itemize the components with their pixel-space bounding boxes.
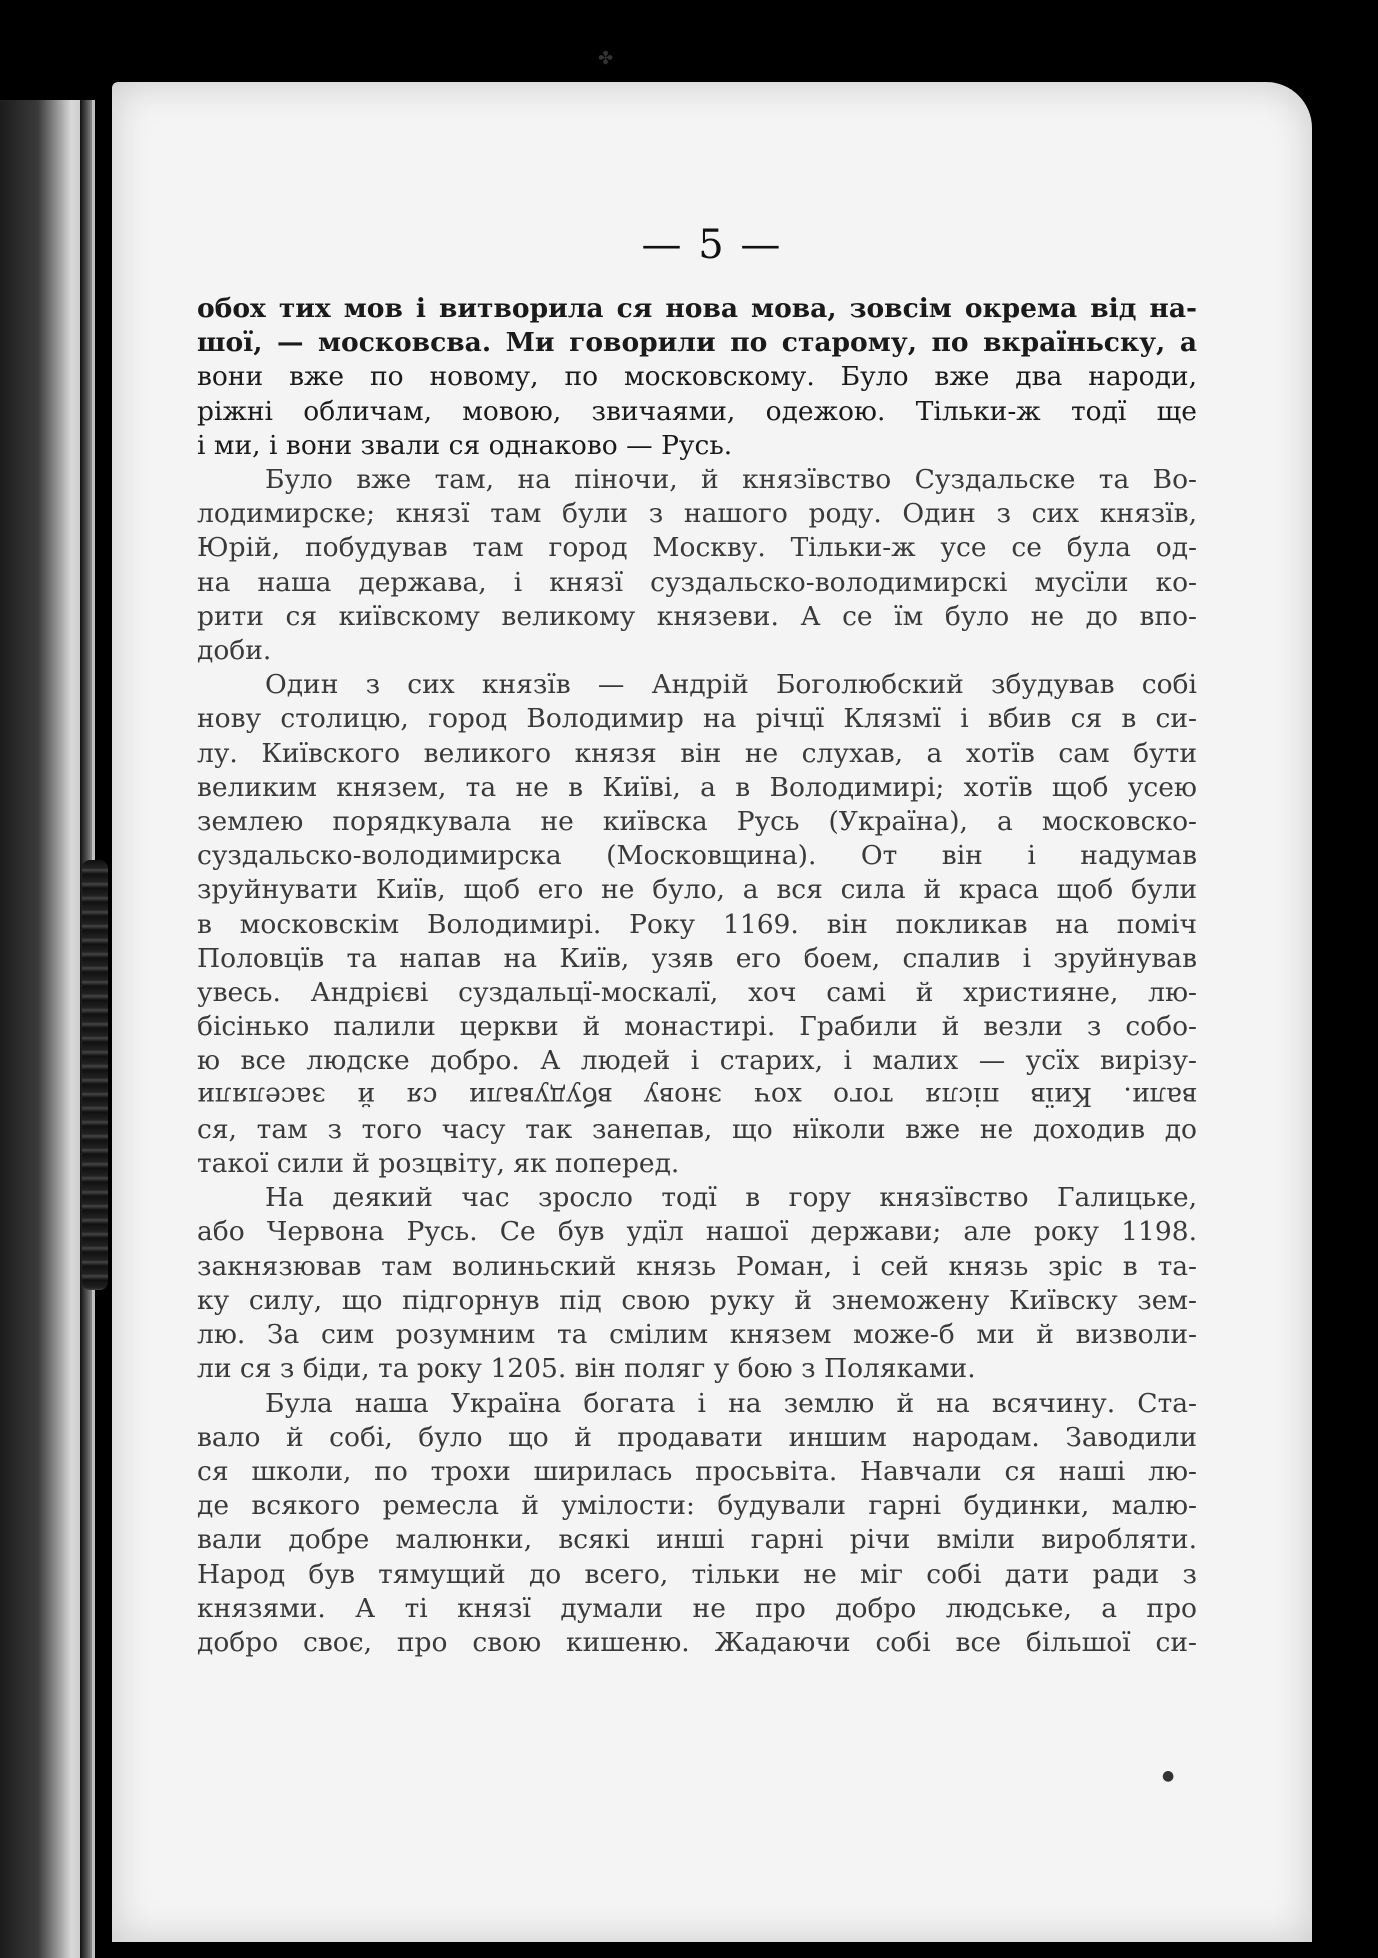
text-line: обох тих мов і витворила ся нова мова, зовсім окрема від на-	[197, 293, 1197, 324]
text-line: лу. Київского великого князя він не слухав, а хотїв сам бути	[197, 737, 1197, 769]
text-line: увесь. Андрієві суздальцї-москалї, хоч самі й християне, лю-	[197, 977, 1197, 1009]
text-line: і ми, і вони звали ся однаково — Русь.	[197, 429, 733, 461]
speck-mark: ✤	[598, 48, 614, 69]
text-line: де всякого ремесла й умілости: будували гарні будинки, малю-	[197, 1490, 1197, 1522]
document-page	[112, 82, 1312, 1942]
page-number: — 5 —	[641, 222, 783, 268]
text-line: ю все людске добро. А людей і старих, і малих — усїх вирізу-	[197, 1045, 1197, 1077]
text-line: вало й собі, було що й продавати иншим народам. Заводили	[197, 1421, 1197, 1453]
text-line: доби.	[197, 635, 272, 667]
text-line: або Червона Русь. Се був удїл нашої держави; але року 1198.	[197, 1216, 1197, 1248]
text-line: шої, — московсва. Ми говорили по старому, по вкраїньску, а	[197, 327, 1197, 359]
text-line: землею порядкувала не київска Русь (Україна), а московско-	[197, 806, 1197, 838]
inverted-text-line: вали. Київ після того хоч знову вбудували ся й заселяли	[197, 1080, 1197, 1112]
text-line: суздальско-володимирска (Московщина). От він і надумав	[197, 840, 1197, 872]
text-line: ся школи, по трохи ширилась просьвіта. Навчали ся наші лю-	[197, 1455, 1197, 1487]
text-line: вали добре малюнки, всякі инші гарні річи вміли виробляти.	[197, 1524, 1197, 1556]
text-line: На деякий час зросло тодї в гору князївство Галицьке,	[265, 1182, 1197, 1214]
text-line: ріжні обличам, мовою, звичаями, одежою. Тільки-ж тодї ще	[197, 395, 1197, 427]
text-line: ся, там з того часу так занепав, що нїколи вже не доходив до	[197, 1113, 1197, 1145]
text-line: добро своє, про свою кишеню. Жадаючи собі все більшої си-	[197, 1626, 1197, 1658]
text-line: на наша держава, і князї суздальско-володимирскі мусїли ко-	[197, 566, 1197, 598]
text-line: Народ був тямущий до всего, тільки не міг собі дати ради з	[197, 1558, 1197, 1590]
paragraph-4	[197, 1181, 1197, 1386]
speck-mark: ●	[1162, 1768, 1175, 1784]
text-line: лодимирске; князї там були з нашого роду. Один з сих князїв,	[197, 498, 1197, 530]
text-line: Юрій, побудував там город Москву. Тільки-ж усе се була од-	[197, 532, 1197, 564]
text-line: вони вже по новому, по московскому. Було вже два народи,	[197, 361, 1197, 393]
text-line: нову столицю, город Володимир на річцї Клязмї і вбив ся в си-	[197, 703, 1197, 735]
text-line: в московскім Володимирі. Року 1169. він покликав на поміч	[197, 908, 1197, 940]
text-line: князями. А ті князї думали не про добро людське, а про	[197, 1592, 1197, 1624]
text-line: Один з сих князїв — Андрій Боголюбский збудував собі	[265, 669, 1197, 701]
paragraph-2	[197, 463, 1197, 668]
paragraph-5	[197, 1387, 1197, 1661]
previous-page-edge	[0, 100, 95, 1958]
text-line: рити ся київскому великому князеви. А се їм було не до впо-	[197, 600, 1197, 632]
text-line: ли ся з біди, та року 1205. він поляг у бою з Поляками.	[197, 1353, 976, 1385]
body-text	[197, 292, 1197, 1660]
binding-thread	[82, 860, 108, 1290]
paragraph-1	[197, 292, 1197, 463]
text-line: бісінько палили церкви й монастирі. Грабили й везли з собо-	[197, 1011, 1197, 1043]
text-line: великим князем, та не в Київі, а в Володимирі; хотїв щоб усею	[197, 771, 1197, 803]
text-line: Було вже там, на піночи, й князївство Суздальске та Во-	[265, 464, 1197, 496]
text-line: такої сили й розцвіту, як поперед.	[197, 1148, 680, 1180]
text-line: Половцїв та напав на Київ, узяв его боем, спалив і зруйнував	[197, 942, 1197, 974]
text-line: ку силу, що підгорнув під свою руку й знеможену Київску зем-	[197, 1284, 1197, 1316]
text-line: лю. За сим розумним та смілим князем може-б ми й визволи-	[197, 1319, 1197, 1351]
paragraph-3	[197, 668, 1197, 1181]
text-line: закнязював там волиньский князь Роман, і сей князь зріс в та-	[197, 1250, 1197, 1282]
text-line: Була наша Україна богата і на землю й на всячину. Ста-	[265, 1387, 1197, 1419]
text-line: зруйнувати Київ, щоб его не було, а вся сила й краса щоб були	[197, 874, 1197, 906]
